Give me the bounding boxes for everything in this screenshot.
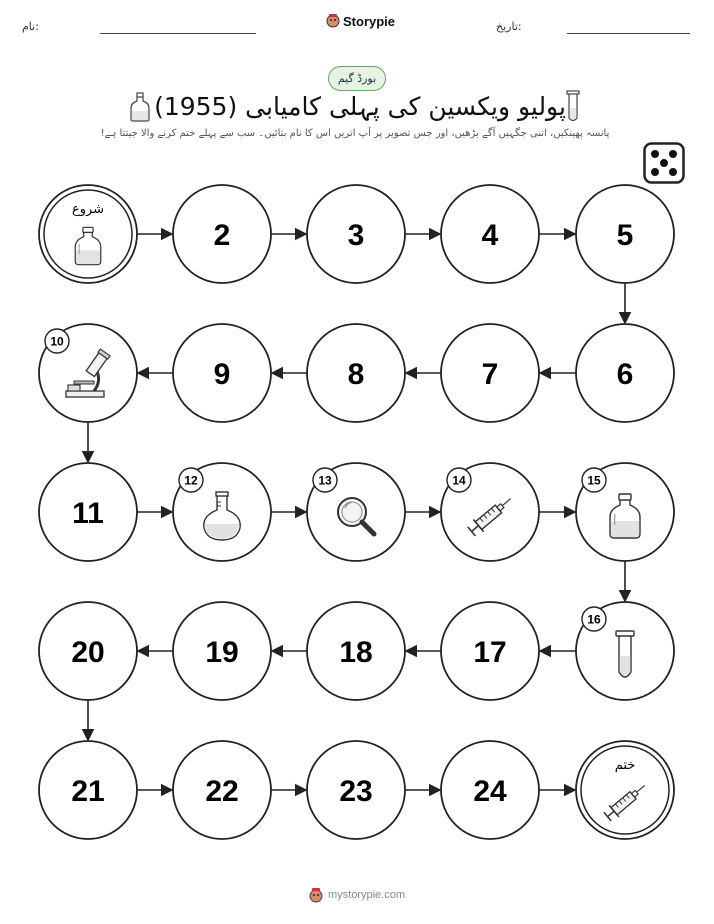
- board-space-3[interactable]: [307, 185, 405, 283]
- space-number: 21: [71, 775, 105, 808]
- board-space-18[interactable]: [307, 602, 405, 700]
- board-space-22[interactable]: [173, 741, 271, 839]
- board-space-2[interactable]: [173, 185, 271, 283]
- space-number: 2: [213, 219, 231, 252]
- board-space-10[interactable]: [39, 324, 137, 422]
- footer-mascot-icon: [308, 887, 324, 903]
- page-title: پولیو ویکسین کی پہلی کامیابی (1955): [154, 92, 566, 121]
- space-number: 24: [473, 775, 507, 808]
- board-space-20[interactable]: [39, 602, 137, 700]
- board-space-23[interactable]: [307, 741, 405, 839]
- board-space-15[interactable]: [576, 463, 674, 561]
- space-number: 13: [318, 473, 332, 488]
- board-space-11[interactable]: [39, 463, 137, 561]
- space-circle: [39, 185, 137, 283]
- space-number: 4: [481, 219, 499, 252]
- space-number: 6: [616, 358, 634, 391]
- space-number: 14: [452, 473, 466, 488]
- board-space-6[interactable]: [576, 324, 674, 422]
- board-space-14[interactable]: [441, 463, 539, 561]
- board-space-19[interactable]: [173, 602, 271, 700]
- date-label: تاریخ:: [496, 20, 522, 33]
- space-number: 20: [71, 636, 105, 669]
- brand-name: Storypie: [343, 13, 396, 29]
- board-space-13[interactable]: [307, 463, 405, 561]
- instructions: پانسہ پھینکیں، اتنی جگہیں آگے بڑھیں، اور جس تصویر پر آپ اتریں اس کا نام بتائیں۔ سب سے پہلے ختم کرنے والا جیتتا ہے!: [100, 128, 610, 139]
- space-number: 15: [587, 473, 601, 488]
- space-number: 16: [587, 612, 601, 627]
- board-space-25[interactable]: [576, 741, 674, 839]
- board-space-4[interactable]: [441, 185, 539, 283]
- finish-label: ختم: [614, 758, 636, 773]
- board-space-8[interactable]: [307, 324, 405, 422]
- dice-icon: [643, 142, 685, 184]
- space-number: 3: [347, 219, 365, 252]
- space-number: 23: [339, 775, 373, 808]
- board-space-7[interactable]: [441, 324, 539, 422]
- board-space-24[interactable]: [441, 741, 539, 839]
- space-number: 9: [213, 358, 231, 391]
- dice-pip: [669, 168, 677, 176]
- space-circle: [576, 741, 674, 839]
- space-number: 19: [205, 636, 239, 669]
- board-space-21[interactable]: [39, 741, 137, 839]
- board-space-17[interactable]: [441, 602, 539, 700]
- category-badge: بورڈ گیم: [328, 66, 386, 91]
- dice-pip: [651, 150, 659, 158]
- board-space-1[interactable]: [39, 185, 137, 283]
- space-number: 5: [616, 219, 634, 252]
- space-number: 12: [184, 473, 198, 488]
- dice-pip: [669, 150, 677, 158]
- space-number: 17: [473, 636, 507, 669]
- space-number: 10: [50, 334, 64, 349]
- space-number: 11: [72, 497, 104, 530]
- board-space-9[interactable]: [173, 324, 271, 422]
- footer-url: mystorypie.com: [328, 889, 406, 901]
- space-number: 8: [347, 358, 365, 391]
- start-label: شروع: [71, 202, 105, 217]
- footer: [308, 887, 405, 903]
- dice-pip: [651, 168, 659, 176]
- board-space-16[interactable]: [576, 602, 674, 700]
- space-number: 22: [205, 775, 239, 808]
- name-label: نام:: [22, 20, 39, 33]
- board-space-12[interactable]: [173, 463, 271, 561]
- dice-pip: [660, 159, 668, 167]
- space-number: 7: [481, 358, 499, 391]
- board-space-5[interactable]: [576, 185, 674, 283]
- space-number: 18: [339, 636, 373, 669]
